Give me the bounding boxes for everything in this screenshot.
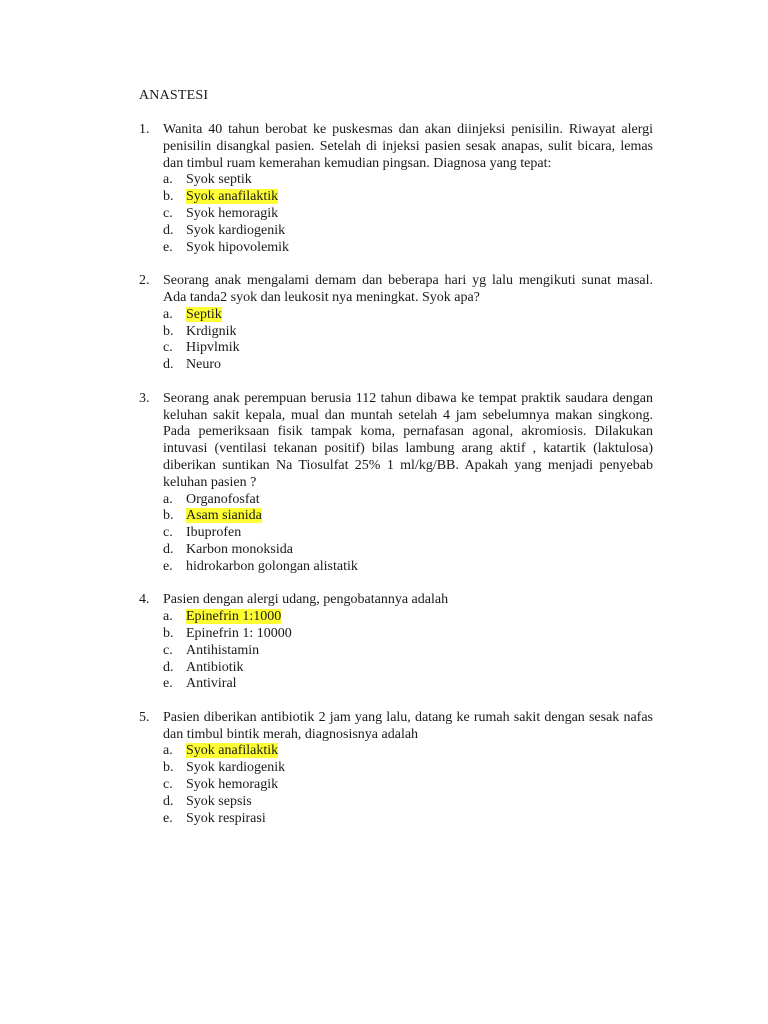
option-letter: d.: [163, 541, 174, 557]
answer-option: [163, 542, 653, 559]
answer-option: [163, 676, 653, 693]
option-text: hidrokarbon golongan alistatik: [186, 558, 358, 574]
answer-option: [163, 340, 653, 357]
question-item: [139, 391, 653, 576]
option-letter: c.: [163, 777, 173, 793]
option-letter: c.: [163, 340, 173, 356]
option-text: Krdignik: [186, 323, 237, 339]
option-letter: d.: [163, 222, 174, 238]
option-letter: a.: [163, 172, 173, 188]
option-letter: d.: [163, 357, 174, 373]
option-letter: c.: [163, 525, 173, 541]
answer-option: [163, 324, 653, 341]
option-letter: e.: [163, 676, 173, 692]
highlighted-answer-text: Asam sianida: [186, 508, 262, 524]
question-number: 5.: [139, 709, 150, 725]
option-text: Neuro: [186, 357, 221, 373]
option-text: Hipvlmik: [186, 340, 240, 356]
option-text: Antihistamin: [186, 642, 260, 658]
option-letter: c.: [163, 205, 173, 221]
answer-option: [163, 811, 653, 828]
answer-option: [163, 240, 653, 257]
question-text: Pasien dengan alergi udang, pengobatannya adalah: [163, 592, 449, 608]
option-text: Syok respirasi: [186, 810, 266, 826]
question-number: 2.: [139, 273, 150, 289]
option-letter: a.: [163, 609, 173, 625]
highlighted-answer-text: Septik: [186, 306, 222, 322]
answer-option: [163, 760, 653, 777]
option-text: Karbon monoksida: [186, 541, 293, 557]
option-letter: e.: [163, 810, 173, 826]
highlighted-answer-text: Epinefrin 1:1000: [186, 609, 282, 625]
highlighted-answer-text: Syok anafilaktik: [186, 189, 279, 205]
option-letter: b.: [163, 625, 174, 641]
option-text: Antibiotik: [186, 659, 244, 675]
option-text: Epinefrin 1: 10000: [186, 625, 292, 641]
answer-option: [163, 357, 653, 374]
answer-options: [163, 492, 653, 576]
option-text: Antiviral: [186, 676, 237, 692]
option-text: Syok hemoragik: [186, 777, 279, 793]
option-text: Ibuprofen: [186, 525, 242, 541]
option-text: Syok hipovolemik: [186, 239, 290, 255]
question-list: [139, 122, 653, 844]
answer-option: [163, 189, 653, 206]
question-item: [139, 592, 653, 693]
option-text: Organofosfat: [186, 491, 260, 507]
answer-options: [163, 172, 653, 256]
option-letter: a.: [163, 743, 173, 759]
question-number: 1.: [139, 122, 150, 137]
highlighted-answer-text: Syok anafilaktik: [186, 743, 279, 759]
answer-options: [163, 609, 653, 693]
answer-option: [163, 777, 653, 794]
question-text: Pasien diberikan antibiotik 2 jam yang lalu, datang ke rumah sakit dengan sesak nafas dan timbul bintik merah, diagnosisnya adalah: [163, 709, 653, 742]
answer-option: [163, 794, 653, 811]
answer-option: [163, 626, 653, 643]
option-text: Syok hemoragik: [186, 205, 279, 221]
answer-options: [163, 307, 653, 374]
option-letter: d.: [163, 793, 174, 809]
question-text: Seorang anak mengalami demam dan beberapa hari yg lalu mengikuti sunat masal. Ada tanda2 syok dan leukosit nya meningkat. Syok apa?: [163, 273, 653, 305]
question-text: Wanita 40 tahun berobat ke puskesmas dan akan diinjeksi penisilin. Riwayat alergi penisilin disangkal pasien. Setelah di injeksi pasien sesak anapas, sulit bicara, lemas dan timbul ruam kemerahan kemudian pingsan. Diagnosa yang tepat:: [163, 122, 653, 171]
answer-option: [163, 492, 653, 509]
answer-option: [163, 223, 653, 240]
answer-option: [163, 643, 653, 660]
option-letter: e.: [163, 239, 173, 255]
option-letter: d.: [163, 659, 174, 675]
answer-option: [163, 525, 653, 542]
option-letter: c.: [163, 642, 173, 658]
option-letter: a.: [163, 491, 173, 507]
answer-option: [163, 206, 653, 223]
question-item: [139, 122, 653, 256]
question-item: [139, 710, 653, 828]
answer-option: [163, 743, 653, 760]
question-item: [139, 273, 653, 374]
option-text: Syok sepsis: [186, 793, 252, 809]
question-text: Seorang anak perempuan berusia 112 tahun dibawa ke tempat praktik saudara dengan keluhan sakit kepala, mual dan muntah setelah 4 jam sebelumnya makan singkong. Pada pemeriksaan fisik tampak koma, pernafasan agonal, akromiosis. Dilakukan intuvasi (ventilasi tekanan positif) bilas lambung arang aktif , katartik (laktulosa) diberikan suntikan Na Tiosulfat 25% 1 ml/kg/BB. Apakah yang menjadi penyebab keluhan pasien ?: [163, 390, 653, 490]
answer-option: [163, 172, 653, 189]
option-text: Syok septik: [186, 172, 252, 188]
question-number: 3.: [139, 390, 150, 406]
answer-option: [163, 559, 653, 576]
option-letter: b.: [163, 189, 174, 205]
option-letter: b.: [163, 323, 174, 339]
document-title: ANASTESI: [139, 88, 209, 103]
answer-option: [163, 660, 653, 677]
answer-option: [163, 609, 653, 626]
answer-options: [163, 743, 653, 827]
question-number: 4.: [139, 592, 150, 608]
answer-option: [163, 508, 653, 525]
option-text: Syok kardiogenik: [186, 760, 286, 776]
option-letter: b.: [163, 760, 174, 776]
option-letter: b.: [163, 508, 174, 524]
option-letter: e.: [163, 558, 173, 574]
answer-option: [163, 307, 653, 324]
option-letter: a.: [163, 306, 173, 322]
option-text: Syok kardiogenik: [186, 222, 286, 238]
